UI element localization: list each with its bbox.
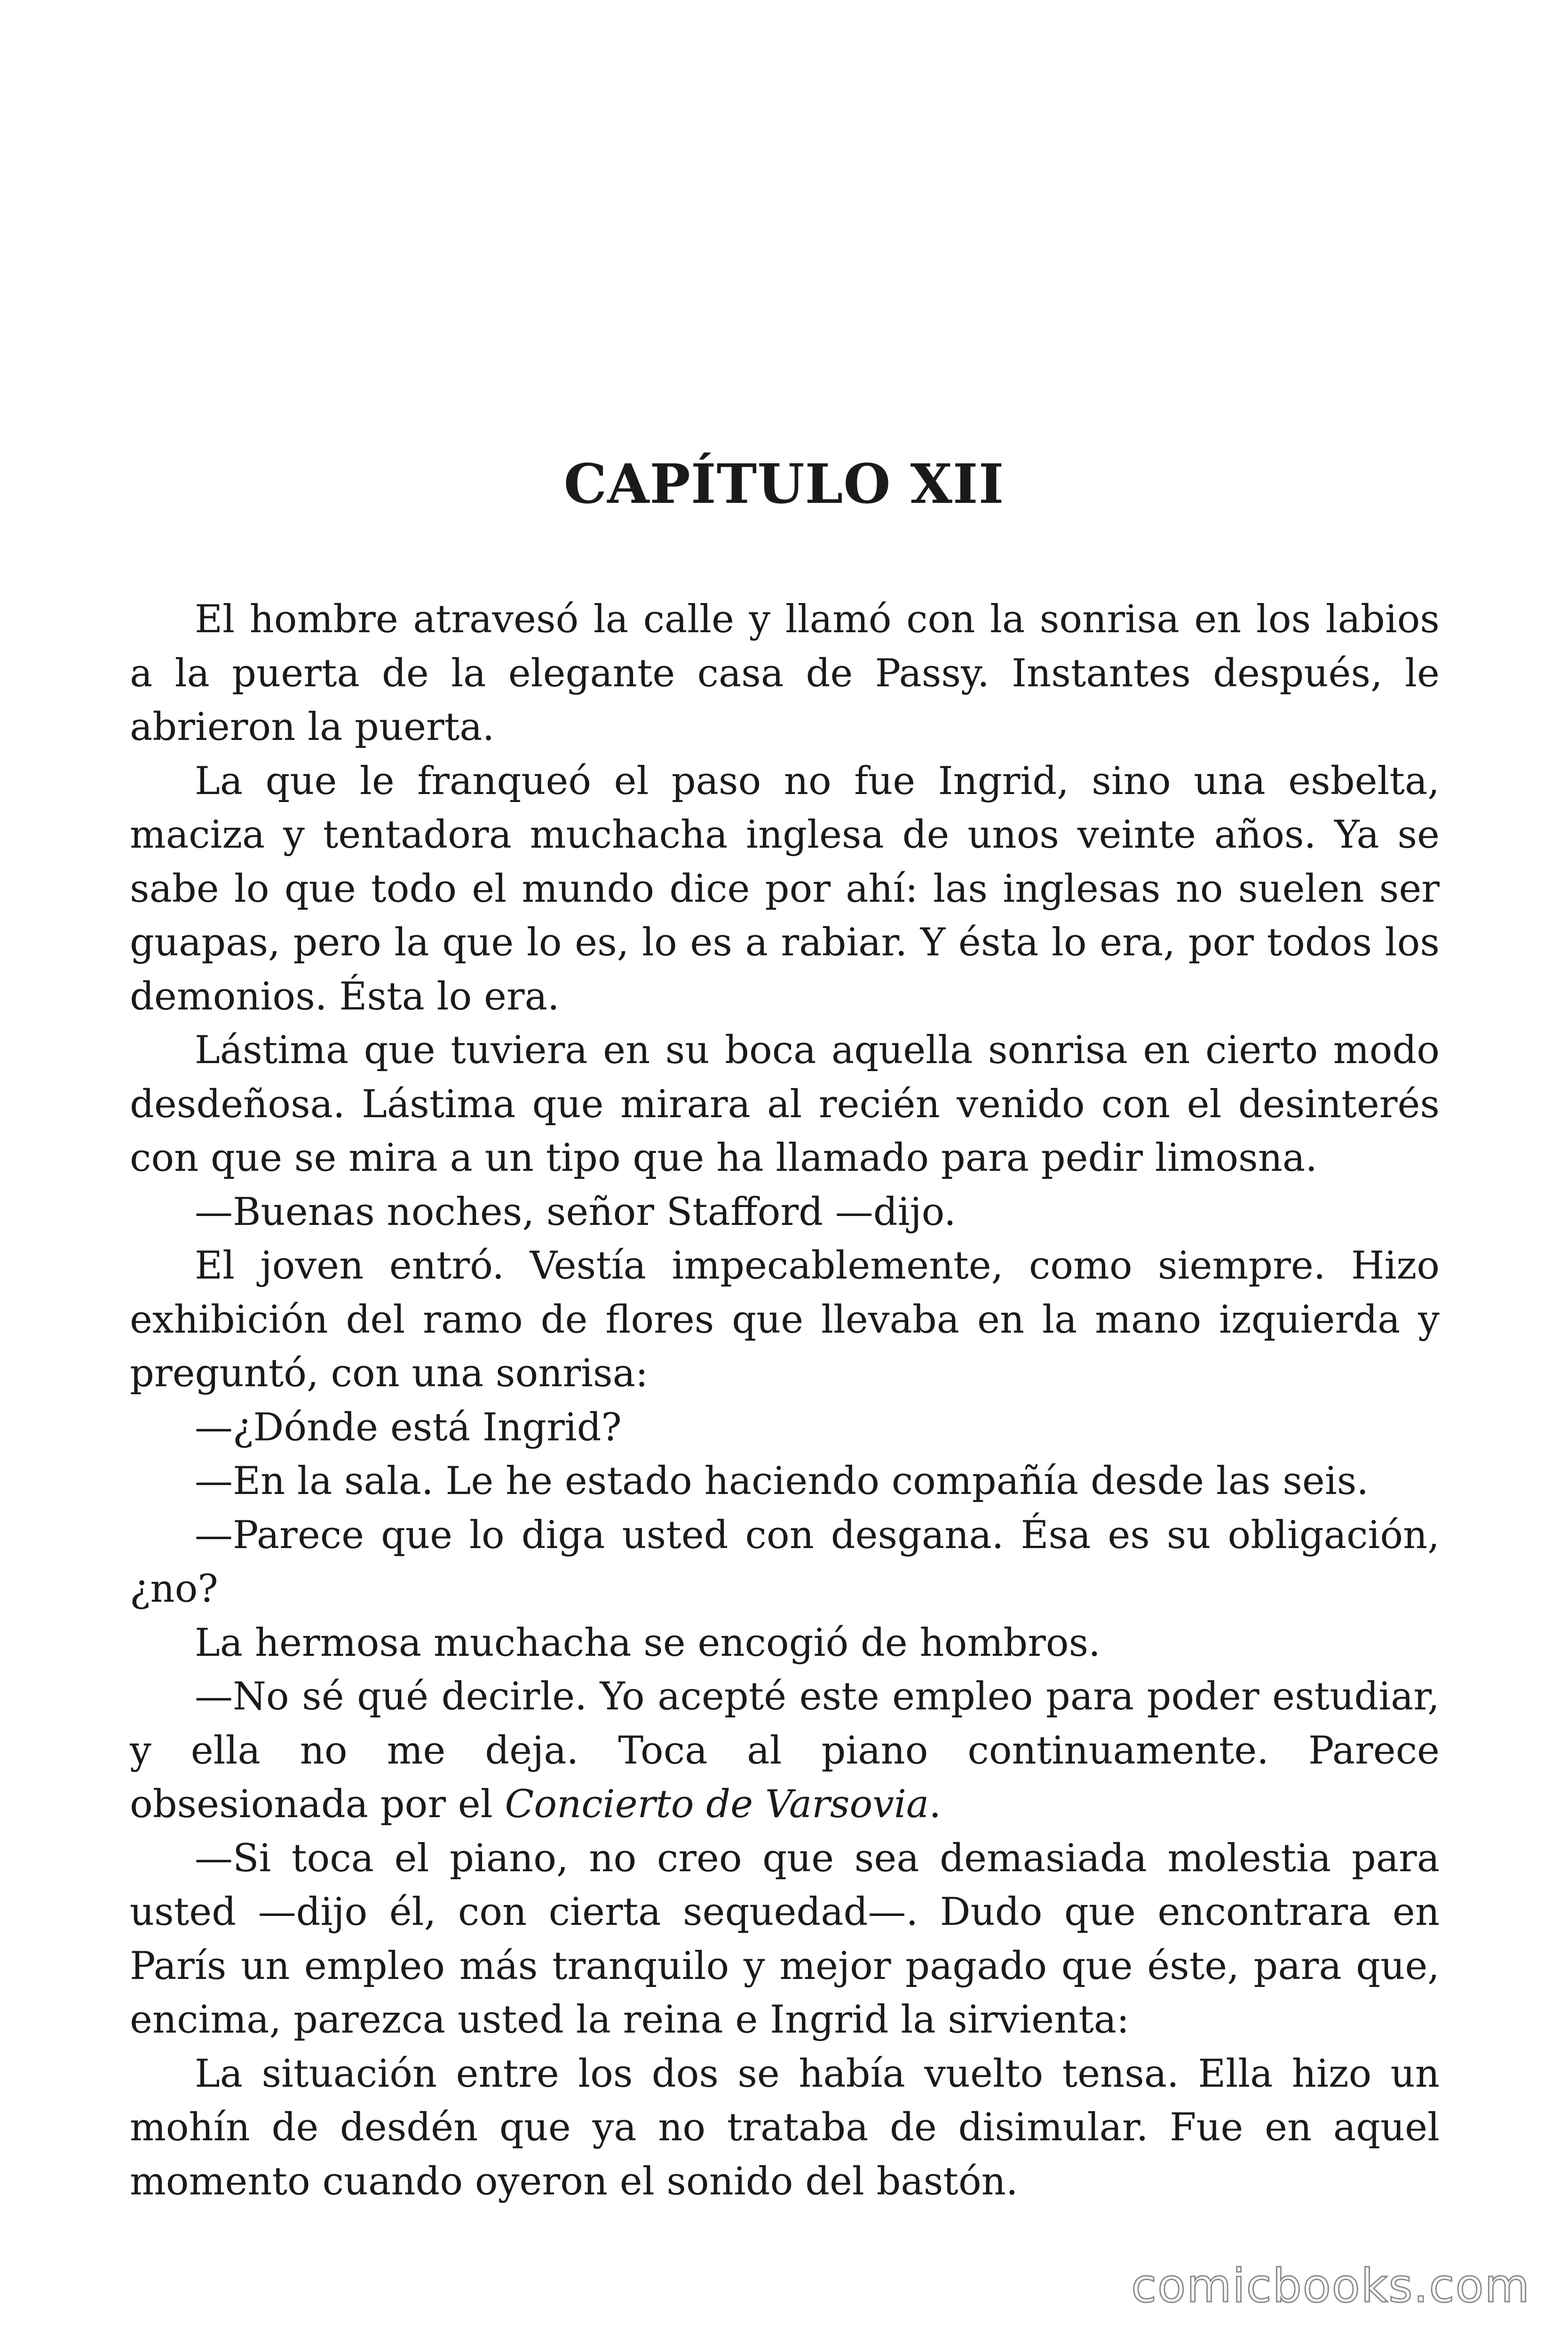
paragraph-text: . [929,1782,941,1827]
chapter-title: CAPÍTULO XII [563,453,1005,516]
watermark: comicbooks.com [1131,2259,1530,2313]
italic-title: Concierto de Varsovia [505,1782,929,1827]
chapter-body [130,593,1440,2209]
paragraph: La hermosa muchacha se encogió de hombros. [195,1621,1101,1665]
dialogue-paragraph [130,1670,1440,1832]
paragraph: El joven entró. Vestía impecablemente, como siempre. Hizo exhibición del ramo de flores que llevaba en la mano izquierda y preguntó, con una sonrisa: [130,1244,1440,1396]
paragraph: El hombre atravesó la calle y llamó con la sonrisa en los labios a la puerta de la elegante casa de Passy. Instantes después, le abrieron la puerta. [130,597,1440,749]
paragraph: Lástima que tuviera en su boca aquella sonrisa en cierto modo desdeñosa. Lástima que mirara al recién venido con el desinterés con que se mira a un tipo que ha llamado para pedir limosna. [130,1028,1440,1180]
dialogue-paragraph: —Parece que lo diga usted con desgana. Ésa es su obligación, ¿no? [130,1513,1440,1611]
paragraph: La situación entre los dos se había vuelto tensa. Ella hizo un mohín de desdén que ya no trataba de disimular. Fue en aquel momento cuando oyeron el sonido del bastón. [130,2051,1440,2204]
dialogue-paragraph: —Buenas noches, señor Stafford —dijo. [195,1190,956,1234]
dialogue-paragraph: —En la sala. Le he estado haciendo compañía desde las seis. [195,1459,1369,1503]
paragraph-text: —No sé qué decirle. Yo acepté este empleo para poder estudiar, y ella no me deja. Toca al piano continuamente. Parece obsesionada por el [130,1675,1440,1827]
paragraph: La que le franqueó el paso no fue Ingrid, sino una esbelta, maciza y tentadora muchacha inglesa de unos veinte años. Ya se sabe lo que todo el mundo dice por ahí: las inglesas no suelen ser guapas, pero la que lo es, lo es a rabiar. Y ésta lo era, por todos los demonios. Ésta lo era. [130,759,1440,1019]
dialogue-paragraph: —Si toca el piano, no creo que sea demasiada molestia para usted —dijo él, con cierta sequedad—. Dudo que encontrara en París un empleo más tranquilo y mejor pagado que éste, para que, encima, parezca usted la reina e Ingrid la sirvienta: [130,1836,1440,2042]
dialogue-paragraph: —¿Dónde está Ingrid? [195,1405,622,1450]
